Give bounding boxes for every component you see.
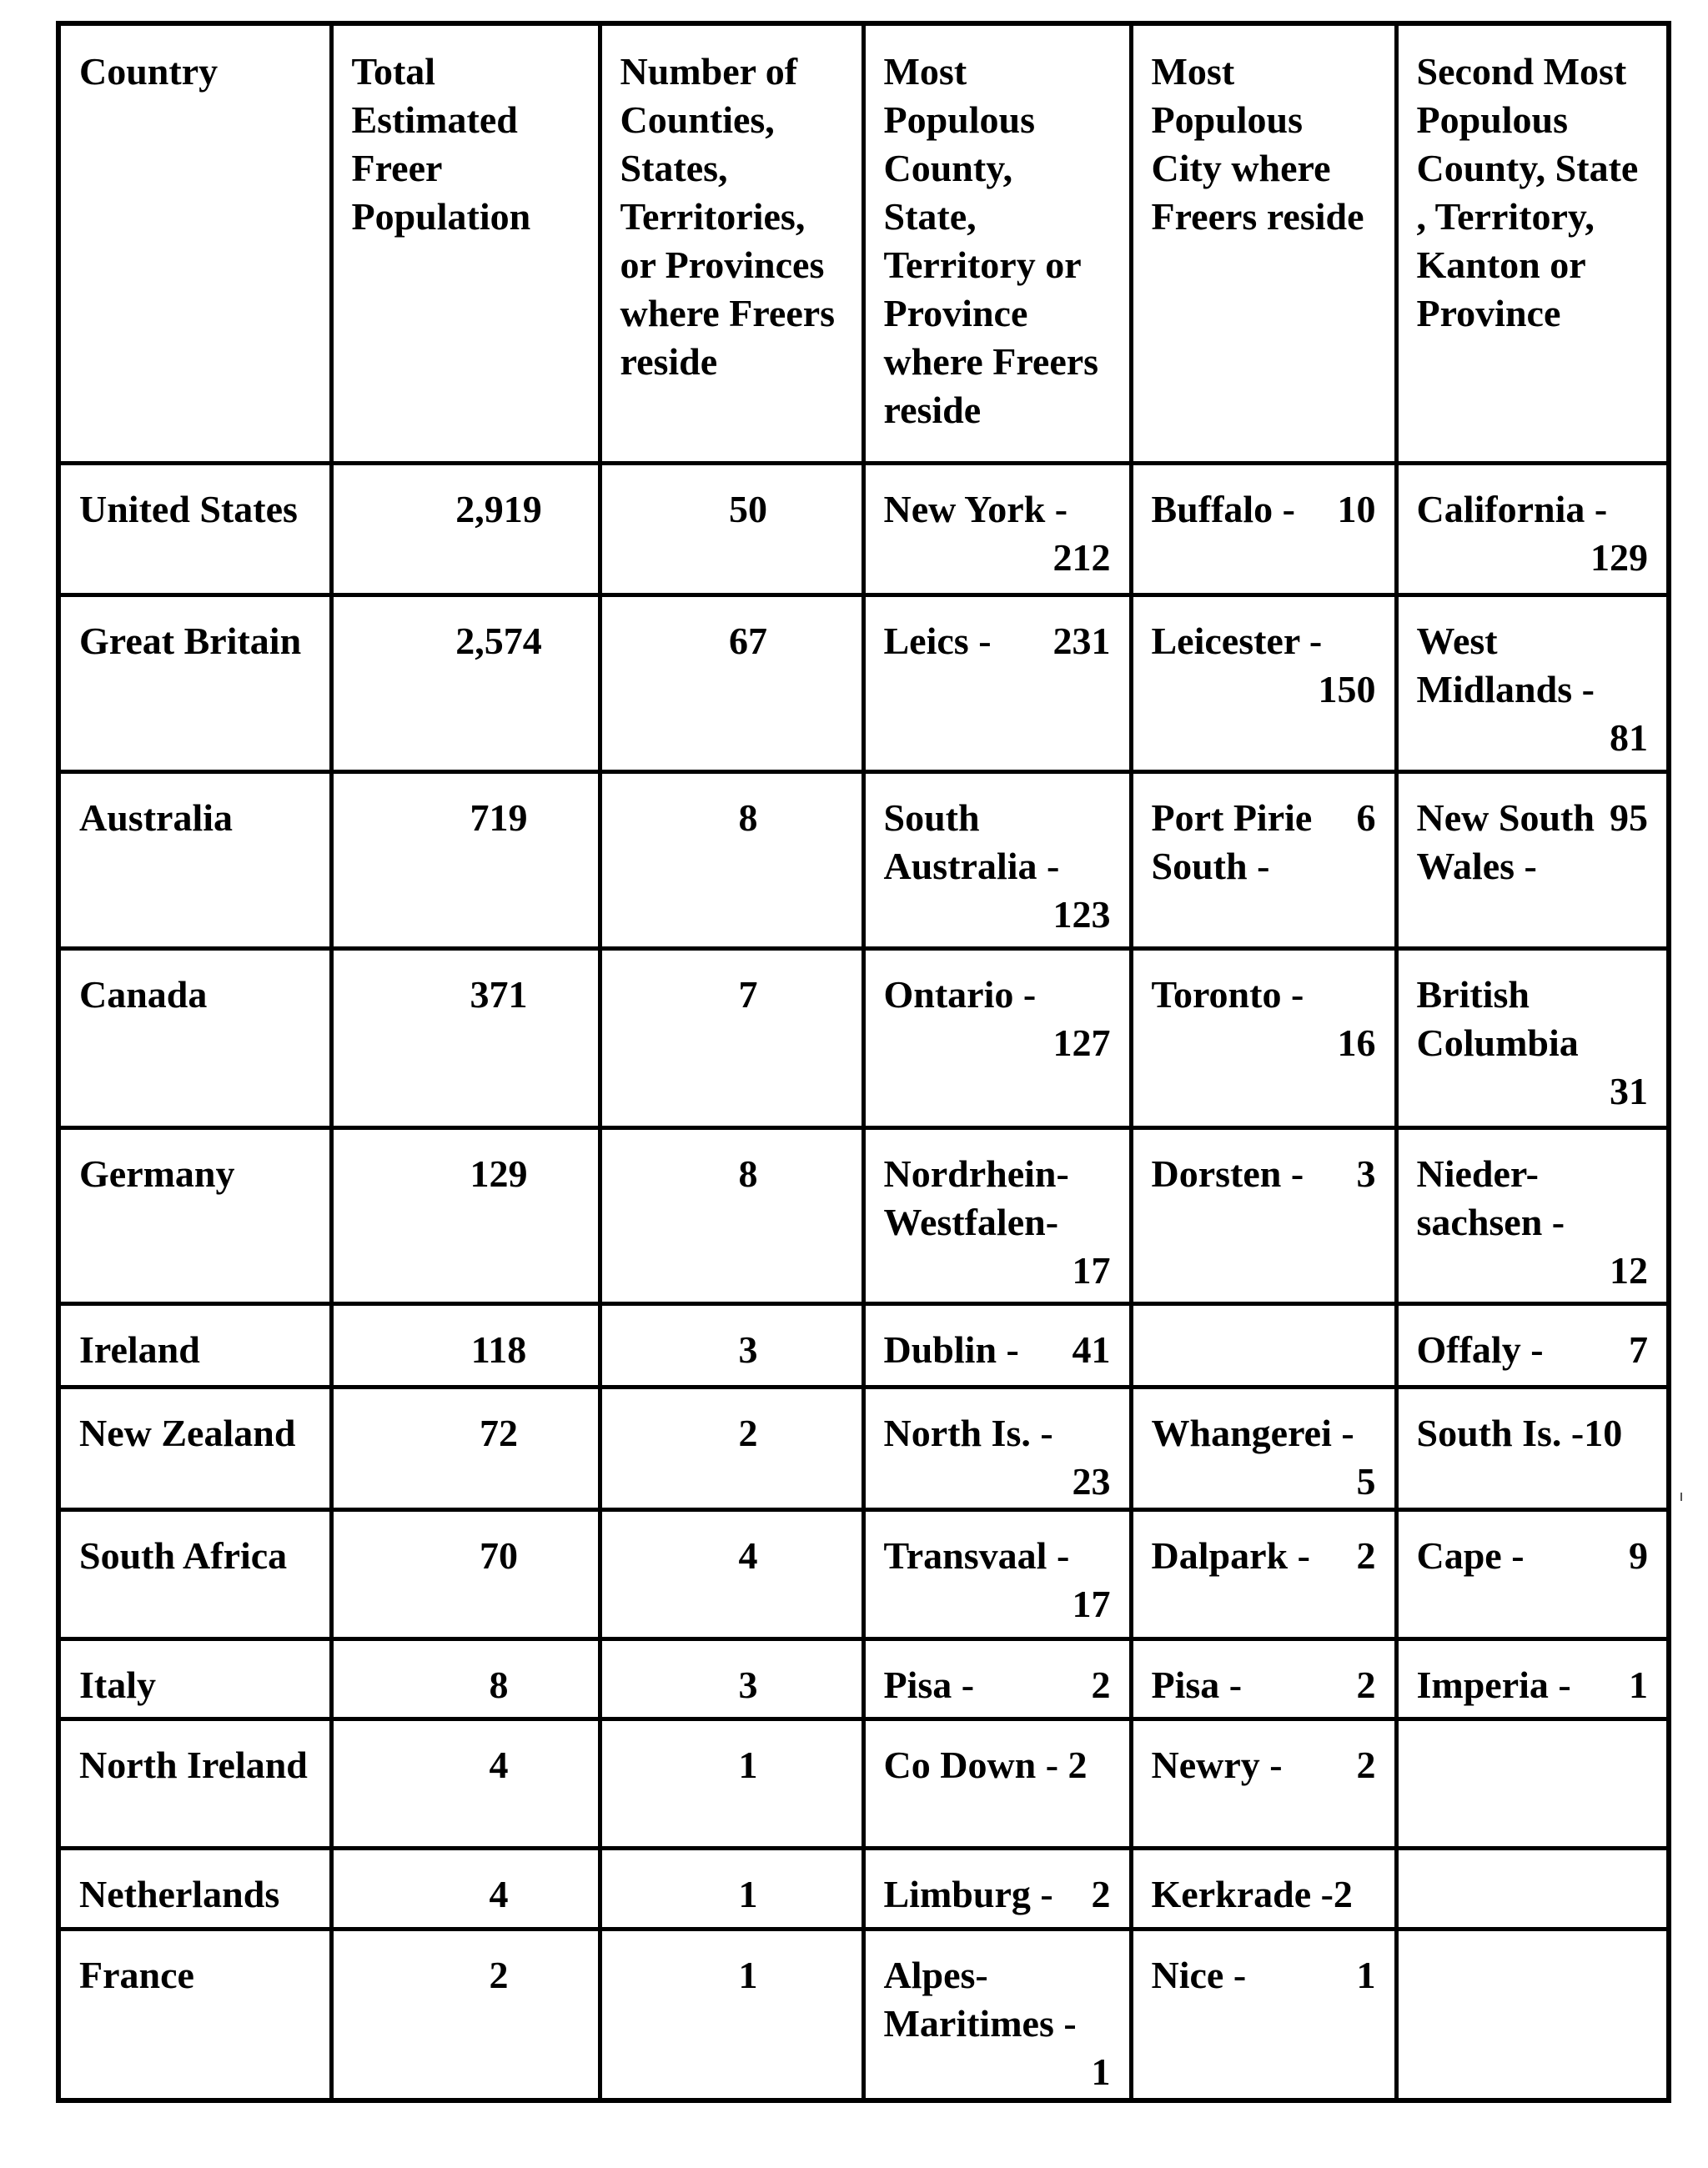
most-populous-city-name: Dorsten - (1151, 1152, 1304, 1195)
country-cell (58, 1128, 331, 1304)
most-populous-county-name: Alpes-Maritimes - (883, 1954, 1077, 2045)
second-most-populous-county-count: 95 (1610, 796, 1648, 839)
table-row (58, 1388, 1669, 1510)
country-cell (58, 1930, 331, 2100)
region-count-value: 8 (738, 1152, 758, 1195)
total-population-cell (331, 772, 600, 949)
table-row (58, 595, 1669, 772)
total-population-cell (331, 1388, 600, 1510)
table-row (58, 1304, 1669, 1388)
country-cell (58, 1388, 331, 1510)
most-populous-city-cell (1131, 949, 1396, 1128)
second-most-populous-county-cell (1396, 772, 1669, 949)
region-count-cell (600, 772, 863, 949)
region-count-cell (600, 1719, 863, 1849)
most-populous-county-count: 1 (1091, 2050, 1111, 2093)
most-populous-city-cell (1131, 1388, 1396, 1510)
second-most-populous-county-name: West Midlands - (1416, 620, 1595, 710)
most-populous-county-name: Nordrhein-Westfalen- (883, 1152, 1069, 1243)
table-row (58, 1128, 1669, 1304)
table-row (58, 1719, 1669, 1849)
table-row (58, 464, 1669, 595)
second-most-populous-county-count: 31 (1610, 1070, 1648, 1112)
second-most-populous-county-name: New South Wales - (1416, 796, 1595, 887)
most-populous-city-count: 6 (1356, 796, 1376, 839)
most-populous-city-cell (1131, 1849, 1396, 1930)
second-most-populous-county-cell (1396, 1849, 1669, 1930)
most-populous-county-cell (863, 1510, 1131, 1639)
most-populous-city-count: 10 (1337, 488, 1376, 530)
total-population-value: 4 (489, 1744, 509, 1786)
most-populous-county-count: 123 (1052, 893, 1111, 936)
second-most-populous-county-name: California - (1416, 488, 1608, 530)
most-populous-city-name: Port Pirie South - (1151, 796, 1313, 887)
most-populous-county-name: Dublin - (883, 1328, 1019, 1371)
country-name: Australia (79, 796, 233, 839)
second-most-populous-county-cell (1396, 949, 1669, 1128)
country-cell (58, 595, 331, 772)
second-most-populous-county-cell (1396, 1719, 1669, 1849)
most-populous-county-name: Limburg - (883, 1873, 1053, 1915)
table-row (58, 1510, 1669, 1639)
most-populous-city-cell (1131, 1719, 1396, 1849)
total-population-value: 118 (470, 1328, 527, 1371)
region-count-value: 7 (738, 973, 758, 1016)
second-most-populous-county-name: Offaly - (1416, 1328, 1544, 1371)
region-count-cell (600, 1849, 863, 1930)
most-populous-city-name: Nice - (1151, 1954, 1247, 1996)
total-population-value: 70 (480, 1534, 518, 1577)
most-populous-city-cell (1131, 1930, 1396, 2100)
country-name: North Ireland (79, 1744, 308, 1786)
most-populous-county-cell (863, 1304, 1131, 1388)
header-region-count: Number of Counties, States, Territories, or Provinces where Freers reside (600, 23, 863, 464)
second-most-populous-county-count: 7 (1629, 1328, 1648, 1371)
most-populous-city-name: Newry - (1151, 1744, 1283, 1786)
most-populous-city-count: 2 (1356, 1534, 1376, 1577)
table-row (58, 949, 1669, 1128)
total-population-cell (331, 949, 600, 1128)
region-count-value: 67 (729, 620, 767, 662)
total-population-cell (331, 1930, 600, 2100)
second-most-populous-county-name: South Is. -10 (1416, 1412, 1623, 1454)
header-most-populous-county: Most Populous County, State, Territory or Province where Freers reside (863, 23, 1131, 464)
freer-population-table (56, 21, 1671, 2103)
country-cell (58, 1510, 331, 1639)
table-row (58, 1639, 1669, 1719)
region-count-value: 3 (738, 1664, 758, 1706)
most-populous-county-name: Transvaal - (883, 1534, 1070, 1577)
most-populous-city-cell (1131, 595, 1396, 772)
second-most-populous-county-count: 1 (1629, 1664, 1648, 1706)
total-population-value: 2,574 (455, 620, 542, 662)
total-population-cell (331, 1639, 600, 1719)
most-populous-city-cell (1131, 464, 1396, 595)
second-most-populous-county-cell (1396, 1930, 1669, 2100)
country-name: Ireland (79, 1328, 200, 1371)
second-most-populous-county-cell (1396, 1510, 1669, 1639)
most-populous-county-count: 41 (1072, 1328, 1111, 1371)
region-count-cell (600, 1304, 863, 1388)
most-populous-city-name: Toronto - (1151, 973, 1304, 1016)
region-count-value: 4 (738, 1534, 758, 1577)
most-populous-city-count: 5 (1356, 1460, 1376, 1503)
most-populous-county-cell (863, 1849, 1131, 1930)
region-count-cell (600, 464, 863, 595)
most-populous-county-count: 231 (1052, 620, 1111, 662)
region-count-value: 50 (729, 488, 767, 530)
header-row (58, 23, 1669, 464)
total-population-value: 129 (470, 1152, 528, 1195)
total-population-value: 371 (470, 973, 528, 1016)
most-populous-county-count: 212 (1052, 536, 1111, 579)
most-populous-city-cell (1131, 1304, 1396, 1388)
country-name: Italy (79, 1664, 156, 1706)
region-count-value: 8 (738, 796, 758, 839)
second-most-populous-county-cell (1396, 464, 1669, 595)
second-most-populous-county-cell (1396, 595, 1669, 772)
most-populous-city-count: 2 (1356, 1664, 1376, 1706)
total-population-cell (331, 1719, 600, 1849)
region-count-cell (600, 1128, 863, 1304)
most-populous-county-name: Pisa - (883, 1664, 975, 1706)
most-populous-county-name: Co Down - 2 (883, 1744, 1088, 1786)
most-populous-county-name: Leics - (883, 620, 992, 662)
most-populous-city-name: Leicester - (1151, 620, 1323, 662)
second-most-populous-county-count: 81 (1610, 716, 1648, 759)
most-populous-city-name: Kerkrade -2 (1151, 1873, 1353, 1915)
most-populous-city-cell (1131, 1510, 1396, 1639)
most-populous-county-cell (863, 1930, 1131, 2100)
total-population-value: 8 (489, 1664, 509, 1706)
most-populous-county-cell (863, 1639, 1131, 1719)
most-populous-county-count: 2 (1091, 1664, 1111, 1706)
country-name: South Africa (79, 1534, 288, 1577)
region-count-value: 1 (738, 1954, 758, 1996)
table-row (58, 1930, 1669, 2100)
header-second-most-populous-county: Second Most Populous County, State , Territory, Kanton or Province (1396, 23, 1669, 464)
total-population-value: 72 (480, 1412, 518, 1454)
country-name: Great Britain (79, 620, 302, 662)
most-populous-county-cell (863, 1128, 1131, 1304)
total-population-value: 4 (489, 1873, 509, 1915)
region-count-cell (600, 1388, 863, 1510)
second-most-populous-county-name: Cape - (1416, 1534, 1525, 1577)
country-cell (58, 949, 331, 1128)
second-most-populous-county-cell (1396, 1639, 1669, 1719)
most-populous-city-count: 150 (1318, 668, 1376, 710)
most-populous-county-name: New York - (883, 488, 1068, 530)
country-cell (58, 1304, 331, 1388)
table-row (58, 1849, 1669, 1930)
country-cell (58, 1849, 331, 1930)
total-population-cell (331, 1510, 600, 1639)
most-populous-county-name: North Is. - (883, 1412, 1053, 1454)
region-count-value: 2 (738, 1412, 758, 1454)
total-population-cell (331, 464, 600, 595)
most-populous-city-name: Dalpark - (1151, 1534, 1310, 1577)
total-population-value: 2,919 (455, 488, 542, 530)
total-population-value: 719 (470, 796, 528, 839)
second-most-populous-county-cell (1396, 1304, 1669, 1388)
most-populous-city-cell (1131, 1639, 1396, 1719)
country-cell (58, 464, 331, 595)
country-name: Canada (79, 973, 208, 1016)
most-populous-county-cell (863, 1388, 1131, 1510)
most-populous-county-cell (863, 772, 1131, 949)
most-populous-county-count: 2 (1091, 1873, 1111, 1915)
region-count-value: 1 (738, 1873, 758, 1915)
country-cell (58, 1639, 331, 1719)
most-populous-county-count: 17 (1072, 1249, 1111, 1292)
second-most-populous-county-name: Imperia - (1416, 1664, 1571, 1706)
most-populous-city-name: Buffalo - (1151, 488, 1295, 530)
region-count-cell (600, 1510, 863, 1639)
total-population-cell (331, 1849, 600, 1930)
most-populous-county-cell (863, 1719, 1131, 1849)
most-populous-city-count: 2 (1356, 1744, 1376, 1786)
second-most-populous-county-count: 9 (1629, 1534, 1648, 1577)
region-count-cell (600, 949, 863, 1128)
country-cell (58, 772, 331, 949)
second-most-populous-county-cell (1396, 1388, 1669, 1510)
region-count-cell (600, 595, 863, 772)
total-population-cell (331, 1304, 600, 1388)
country-name: Germany (79, 1152, 235, 1195)
country-name: Netherlands (79, 1873, 280, 1915)
header-total-population: Total Estimated Freer Population (331, 23, 600, 464)
most-populous-city-name: Whangerei - (1151, 1412, 1354, 1454)
most-populous-city-cell (1131, 1128, 1396, 1304)
most-populous-county-count: 127 (1052, 1021, 1111, 1064)
header-most-populous-city: Most Populous City where Freers reside (1131, 23, 1396, 464)
most-populous-county-name: Ontario - (883, 973, 1037, 1016)
region-count-value: 1 (738, 1744, 758, 1786)
most-populous-county-count: 23 (1072, 1460, 1111, 1503)
most-populous-county-cell (863, 464, 1131, 595)
most-populous-city-count: 1 (1356, 1954, 1376, 1996)
table-row (58, 772, 1669, 949)
scan-mark (1680, 1493, 1682, 1501)
second-most-populous-county-cell (1396, 1128, 1669, 1304)
most-populous-county-name: South Australia - (883, 796, 1060, 887)
total-population-cell (331, 1128, 600, 1304)
region-count-cell (600, 1930, 863, 2100)
country-name: United States (79, 488, 298, 530)
region-count-cell (600, 1639, 863, 1719)
second-most-populous-county-count: 12 (1610, 1249, 1648, 1292)
total-population-value: 2 (489, 1954, 509, 1996)
table-body (58, 464, 1669, 2100)
most-populous-county-count: 17 (1072, 1583, 1111, 1625)
second-most-populous-county-name: British Columbia (1416, 973, 1579, 1064)
most-populous-city-cell (1131, 772, 1396, 949)
second-most-populous-county-count: 129 (1590, 536, 1648, 579)
region-count-value: 3 (738, 1328, 758, 1371)
most-populous-county-cell (863, 949, 1131, 1128)
second-most-populous-county-name: Nieder-sachsen - (1416, 1152, 1565, 1243)
most-populous-city-count: 3 (1356, 1152, 1376, 1195)
header-country: Country (58, 23, 331, 464)
most-populous-city-count: 16 (1337, 1021, 1376, 1064)
most-populous-city-name: Pisa - (1151, 1664, 1243, 1706)
most-populous-county-cell (863, 595, 1131, 772)
country-name: New Zealand (79, 1412, 296, 1454)
total-population-cell (331, 595, 600, 772)
country-name: France (79, 1954, 194, 1996)
country-cell (58, 1719, 331, 1849)
